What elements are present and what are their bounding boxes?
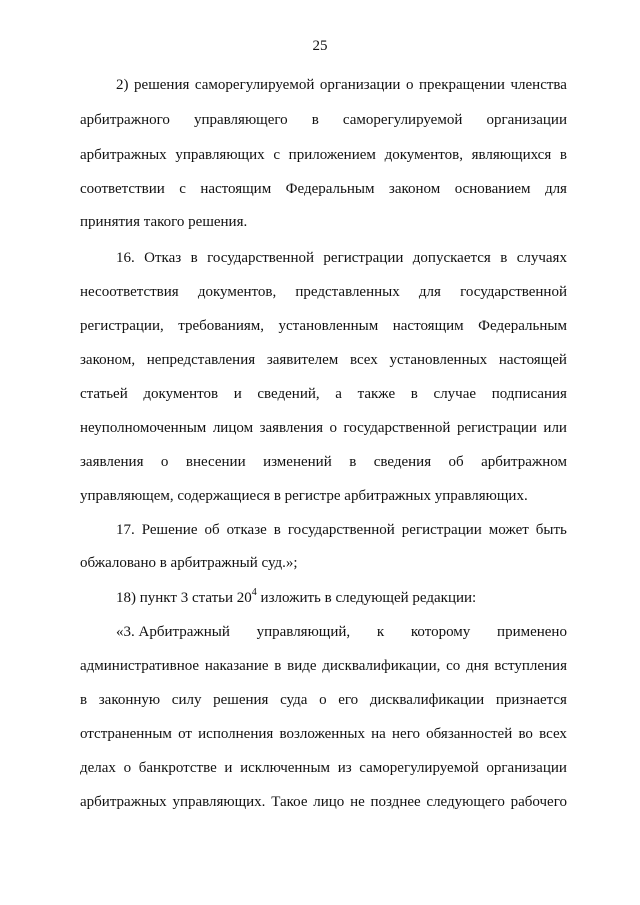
text-line (116, 622, 567, 642)
word: Решение (141, 522, 198, 538)
word: Федеральным (478, 318, 567, 334)
word: в (559, 147, 567, 163)
word: может (488, 522, 529, 538)
word: признается (495, 692, 567, 708)
word: в (349, 454, 357, 470)
word: применено (497, 624, 567, 640)
text-line (80, 418, 567, 438)
word: его (338, 692, 359, 708)
word: случае (433, 386, 477, 402)
word: или (543, 420, 567, 436)
word: в (80, 692, 88, 708)
word: возложенных (279, 726, 365, 742)
text-line: управляющем, содержащиеся в регистре арбитражных управляющих. (80, 488, 528, 504)
word: законную (98, 692, 161, 708)
word: о (160, 454, 169, 470)
word: о (319, 692, 327, 708)
word: лицом (212, 420, 254, 436)
word: требованиям, (178, 318, 265, 334)
word: а (335, 386, 342, 402)
word: регистрации (323, 250, 404, 266)
word: и (233, 386, 242, 402)
text-line (80, 110, 567, 130)
word: позднее (370, 794, 421, 810)
word: неуполномоченным (80, 420, 207, 436)
word: регистрации (401, 522, 482, 538)
word: организации (486, 112, 567, 128)
word: «3. Арбитражный (116, 624, 230, 640)
word: управляющих (175, 147, 265, 163)
word: всех (349, 352, 378, 368)
word: установленных (389, 352, 488, 368)
word: рабочего (510, 794, 567, 810)
word: обязанностей (426, 726, 513, 742)
word: также (357, 386, 396, 402)
word: соответствии (80, 181, 165, 197)
word: наказание (204, 658, 269, 674)
word: лицо (313, 794, 345, 810)
word: из (337, 760, 352, 776)
text-line (80, 690, 567, 710)
word: подписания (491, 386, 567, 402)
word: во (518, 726, 533, 742)
word: государственной (207, 250, 314, 266)
word: исполнения (198, 726, 274, 742)
word: допускается (412, 250, 491, 266)
word: документов, (197, 284, 277, 300)
text-line (80, 145, 567, 165)
word: членства (510, 77, 567, 93)
word: с (179, 181, 186, 197)
word: решения (213, 692, 269, 708)
word: дня (466, 658, 489, 674)
word: которому (410, 624, 471, 640)
word: арбитражного (80, 112, 170, 128)
word: представленных (295, 284, 400, 300)
word: банкротстве (138, 760, 217, 776)
word: арбитражном (481, 454, 567, 470)
word: на (371, 726, 386, 742)
word: следующего (426, 794, 505, 810)
word: заявителем (266, 352, 339, 368)
word: арбитражных (80, 147, 167, 163)
text-line (80, 179, 567, 199)
word: саморегулируемой (359, 760, 479, 776)
word: основанием (454, 181, 531, 197)
superscript: 4 (251, 587, 257, 598)
word: суда (280, 692, 308, 708)
word: для (418, 284, 441, 300)
word: 2) (116, 77, 129, 93)
word: виде (287, 658, 317, 674)
word: государственной (460, 284, 567, 300)
word: Такое (271, 794, 308, 810)
word: с (273, 147, 280, 163)
word: статьей (80, 386, 128, 402)
text-line (116, 75, 567, 95)
text-line (80, 316, 567, 336)
word: приложением (288, 147, 376, 163)
word: дисквалификации (369, 692, 485, 708)
word: документов, (384, 147, 463, 163)
word: делах (80, 760, 116, 776)
word: решения (134, 77, 190, 93)
word: него (392, 726, 420, 742)
text-line (80, 452, 567, 472)
word: регистрации, (80, 318, 164, 334)
word: в (273, 522, 281, 538)
word: в (190, 250, 198, 266)
word: о (123, 760, 132, 776)
word: сведения (373, 454, 432, 470)
word: организации (486, 760, 567, 776)
word: законом (388, 181, 441, 197)
word: к (376, 624, 385, 640)
text-line (116, 520, 567, 540)
word: заявления (80, 454, 144, 470)
word: внесении (185, 454, 246, 470)
word: случаях (516, 250, 567, 266)
text-line: принятия такого решения. (80, 214, 248, 230)
word: быть (535, 522, 567, 538)
text-line (80, 758, 567, 778)
word: сведений, (257, 386, 320, 402)
word: со (446, 658, 461, 674)
word: управляющий, (256, 624, 351, 640)
word: настоящей (498, 352, 567, 368)
word: документов (143, 386, 219, 402)
word: и (224, 760, 233, 776)
text-line (116, 248, 567, 268)
word: 17. (116, 522, 135, 538)
word: Федеральным (285, 181, 375, 197)
text-line (116, 588, 567, 608)
word: от (178, 726, 192, 742)
word: настоящим (200, 181, 272, 197)
word: исключенным (240, 760, 331, 776)
word: управляющего (193, 112, 288, 128)
text-line (80, 350, 567, 370)
word: силу (171, 692, 202, 708)
word: дисквалификации, (322, 658, 441, 674)
word: в (500, 250, 508, 266)
word: о (329, 420, 338, 436)
word: вступления (494, 658, 567, 674)
word: 16. (116, 250, 135, 266)
word: заявления (259, 420, 324, 436)
word: не (350, 794, 365, 810)
word: изменений (263, 454, 332, 470)
word: об (204, 522, 220, 538)
word: несоответствия (80, 284, 179, 300)
text-line (80, 384, 567, 404)
word: о (405, 77, 414, 93)
text-line (80, 282, 567, 302)
word: саморегулируемой (342, 112, 463, 128)
word: Отказ (144, 250, 182, 266)
text-line (80, 724, 567, 744)
text-line (80, 792, 567, 812)
word: отстраненным (80, 726, 172, 742)
text-fragment: 18) пункт 3 статьи 20 (116, 590, 252, 606)
word: настоящим (392, 318, 464, 334)
word: установленным (278, 318, 379, 334)
text-line (80, 656, 567, 676)
word: в (311, 112, 319, 128)
word: непредставления (146, 352, 256, 368)
word: в (274, 658, 282, 674)
word: организации (319, 77, 401, 93)
word: в (410, 386, 418, 402)
word: арбитражных (80, 794, 167, 810)
word: прекращении (419, 77, 505, 93)
word: саморегулируемой (194, 77, 315, 93)
word: управляющих. (172, 794, 266, 810)
word: являющихся (471, 147, 552, 163)
word: отказе (226, 522, 267, 538)
word: административное (80, 658, 200, 674)
word: государственной (343, 420, 451, 436)
text-line: обжаловано в арбитражный суд.»; (80, 555, 298, 571)
word: регистрации (456, 420, 537, 436)
word: об (448, 454, 464, 470)
word: законом, (80, 352, 136, 368)
word: для (544, 181, 567, 197)
text-fragment: изложить в следующей редакции: (256, 590, 477, 606)
word: государственной (287, 522, 395, 538)
page-number: 25 (312, 38, 328, 54)
word: всех (539, 726, 567, 742)
